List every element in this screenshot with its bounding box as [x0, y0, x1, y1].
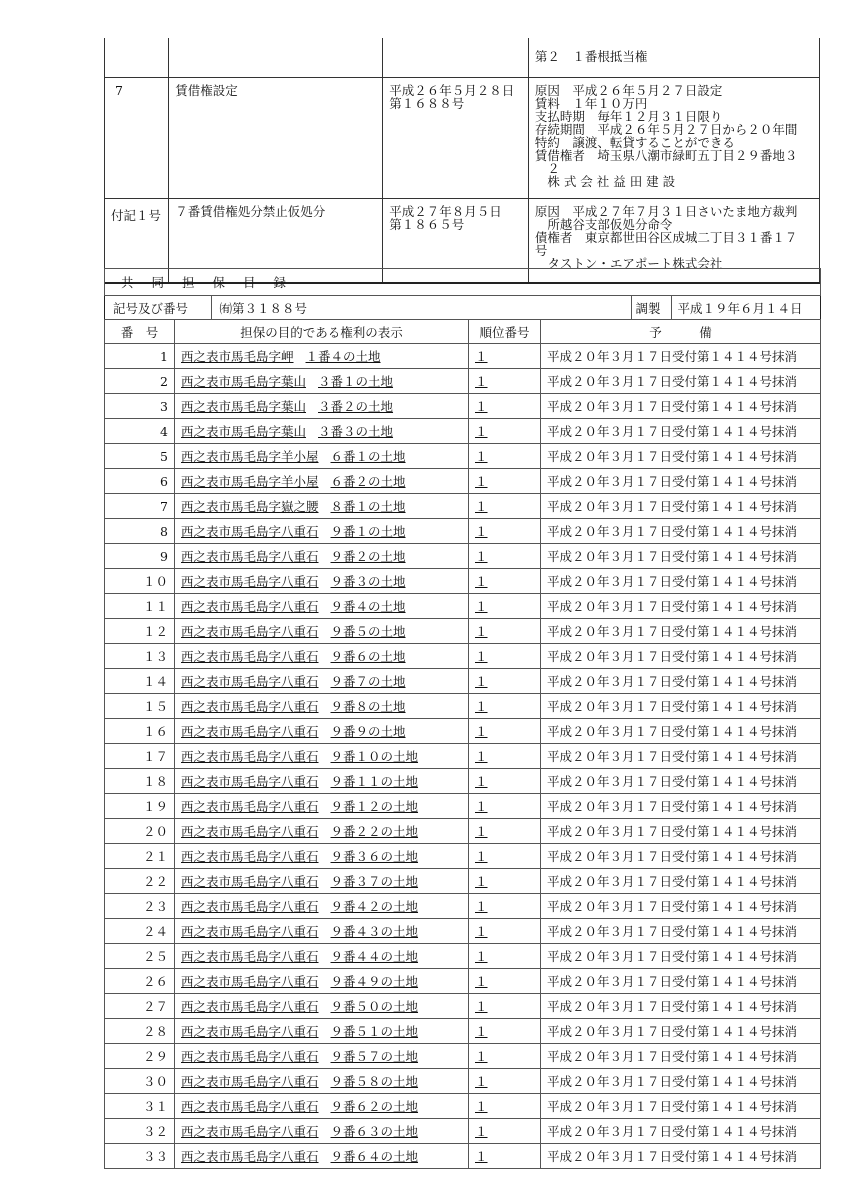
property-description: [175, 919, 469, 944]
prepared-label: 調製: [631, 296, 671, 319]
remarks: 平成２０年３月１７日受付第１４１４号抹消: [541, 344, 821, 369]
remarks: 平成２０年３月１７日受付第１４１４号抹消: [541, 794, 821, 819]
catalog-row: [105, 719, 821, 744]
rights-row: [105, 38, 820, 78]
remarks: 平成２０年３月１７日受付第１４１４号抹消: [541, 369, 821, 394]
rank-number: [469, 894, 541, 919]
remarks: 平成２０年３月１７日受付第１４１４号抹消: [541, 1069, 821, 1094]
property-lot: ９番１の土地: [330, 524, 406, 539]
property-place: 西之表市馬毛島字八重石: [181, 749, 319, 764]
catalog-row: [105, 894, 821, 919]
rank-value: １: [475, 1124, 488, 1139]
property-place: 西之表市馬毛島字岬: [181, 349, 294, 364]
property-place: 西之表市馬毛島字葉山: [181, 374, 307, 389]
rank-number: [469, 669, 541, 694]
catalog-body: [105, 269, 821, 1169]
property-lot: ９番６２の土地: [330, 1099, 419, 1114]
property-description: [175, 794, 469, 819]
rank-number: [469, 394, 541, 419]
catalog-title: 共同担保目録: [105, 269, 821, 296]
property-place: 西之表市馬毛島字八重石: [181, 949, 319, 964]
rank-number: [469, 994, 541, 1019]
row-number: １８: [105, 769, 175, 794]
property-description: [175, 1119, 469, 1144]
remarks: 平成２０年３月１７日受付第１４１４号抹消: [541, 919, 821, 944]
rights-cell-c3: 平成２７年８月５日 第１８６５号: [383, 199, 529, 284]
property-place: 西之表市馬毛島字八重石: [181, 574, 319, 589]
rank-number: [469, 769, 541, 794]
remarks: 平成２０年３月１７日受付第１４１４号抹消: [541, 719, 821, 744]
remarks: 平成２０年３月１７日受付第１４１４号抹消: [541, 619, 821, 644]
catalog-row: [105, 469, 821, 494]
rank-number: [469, 494, 541, 519]
remarks: 平成２０年３月１７日受付第１４１４号抹消: [541, 594, 821, 619]
row-number: 1: [105, 344, 175, 369]
rank-value: １: [475, 499, 488, 514]
row-number: 2: [105, 369, 175, 394]
rank-number: [469, 544, 541, 569]
property-lot: ３番１の土地: [318, 374, 394, 389]
row-number: ３１: [105, 1094, 175, 1119]
row-number: 6: [105, 469, 175, 494]
property-place: 西之表市馬毛島字八重石: [181, 799, 319, 814]
property-lot: ９番４２の土地: [330, 899, 419, 914]
row-number: ２６: [105, 969, 175, 994]
property-place: 西之表市馬毛島字嶽之腰: [181, 499, 319, 514]
property-lot: ９番４９の土地: [330, 974, 419, 989]
property-lot: ９番４４の土地: [330, 949, 419, 964]
rights-row: [105, 78, 820, 199]
rank-value: １: [475, 899, 488, 914]
property-description: [175, 619, 469, 644]
catalog-row: [105, 769, 821, 794]
property-place: 西之表市馬毛島字八重石: [181, 774, 319, 789]
row-number: ２５: [105, 944, 175, 969]
rank-number: [469, 569, 541, 594]
rank-value: １: [475, 349, 488, 364]
property-description: [175, 594, 469, 619]
rank-number: [469, 694, 541, 719]
property-description: [175, 894, 469, 919]
row-number: １９: [105, 794, 175, 819]
remarks: 平成２０年３月１７日受付第１４１４号抹消: [541, 1019, 821, 1044]
property-lot: ９番２の土地: [330, 549, 406, 564]
property-description: [175, 444, 469, 469]
property-place: 西之表市馬毛島字羊小屋: [181, 449, 319, 464]
row-number: １５: [105, 694, 175, 719]
header-rank: 順位番号: [469, 320, 541, 344]
rank-value: １: [475, 799, 488, 814]
catalog-row: [105, 644, 821, 669]
rank-value: １: [475, 399, 488, 414]
property-description: [175, 869, 469, 894]
catalog-row: [105, 869, 821, 894]
property-lot: ９番３７の土地: [330, 874, 419, 889]
property-place: 西之表市馬毛島字八重石: [181, 974, 319, 989]
header-property: 担保の目的である権利の表示: [175, 320, 469, 344]
catalog-row: [105, 1044, 821, 1069]
property-place: 西之表市馬毛島字八重石: [181, 1124, 319, 1139]
property-lot: ９番６３の土地: [330, 1124, 419, 1139]
header-remarks: 予 備: [541, 320, 821, 344]
rank-number: [469, 819, 541, 844]
rights-cell-c1: 付記１号: [105, 199, 169, 284]
row-number: １４: [105, 669, 175, 694]
rank-value: １: [475, 574, 488, 589]
property-description: [175, 544, 469, 569]
row-number: ２１: [105, 844, 175, 869]
catalog-row: [105, 544, 821, 569]
remarks: 平成２０年３月１７日受付第１４１４号抹消: [541, 544, 821, 569]
property-description: [175, 744, 469, 769]
row-number: ２３: [105, 894, 175, 919]
rank-value: １: [475, 774, 488, 789]
catalog-row: [105, 594, 821, 619]
rank-number: [469, 1144, 541, 1169]
rights-cell-c4: 原因 平成２７年７月３１日さいたま地方裁判 所越谷支部仮処分命令 債権者 東京都世田谷区成城二丁目３１番１７ 号 タストン・エアポート株式会社: [528, 199, 819, 284]
rank-number: [469, 369, 541, 394]
property-lot: ９番５０の土地: [330, 999, 419, 1014]
catalog-row: [105, 394, 821, 419]
property-lot: ９番４３の土地: [330, 924, 419, 939]
catalog-row: [105, 819, 821, 844]
catalog-row: [105, 669, 821, 694]
rank-number: [469, 869, 541, 894]
property-lot: ９番５１の土地: [330, 1024, 419, 1039]
rank-value: １: [475, 524, 488, 539]
remarks: 平成２０年３月１７日受付第１４１４号抹消: [541, 869, 821, 894]
catalog-row: [105, 1119, 821, 1144]
catalog-row: [105, 1069, 821, 1094]
row-number: ２２: [105, 869, 175, 894]
catalog-row: [105, 794, 821, 819]
catalog-row: [105, 444, 821, 469]
rank-value: １: [475, 1074, 488, 1089]
rank-value: １: [475, 1149, 488, 1164]
header-number: 番 号: [105, 320, 175, 344]
rank-number: [469, 1019, 541, 1044]
property-lot: ６番２の土地: [330, 474, 406, 489]
remarks: 平成２０年３月１７日受付第１４１４号抹消: [541, 444, 821, 469]
property-lot: ９番２２の土地: [330, 824, 419, 839]
catalog-row: [105, 844, 821, 869]
remarks: 平成２０年３月１７日受付第１４１４号抹消: [541, 519, 821, 544]
property-place: 西之表市馬毛島字八重石: [181, 674, 319, 689]
property-place: 西之表市馬毛島字八重石: [181, 874, 319, 889]
rank-value: １: [475, 649, 488, 664]
row-number: １７: [105, 744, 175, 769]
property-lot: ９番３６の土地: [330, 849, 419, 864]
remarks: 平成２０年３月１７日受付第１４１４号抹消: [541, 694, 821, 719]
catalog-meta-row: [105, 296, 821, 320]
remarks: 平成２０年３月１７日受付第１４１４号抹消: [541, 969, 821, 994]
property-place: 西之表市馬毛島字八重石: [181, 924, 319, 939]
rank-number: [469, 744, 541, 769]
property-description: [175, 769, 469, 794]
remarks: 平成２０年３月１７日受付第１４１４号抹消: [541, 469, 821, 494]
remarks: 平成２０年３月１７日受付第１４１４号抹消: [541, 1094, 821, 1119]
property-lot: ９番１２の土地: [330, 799, 419, 814]
rights-table-body: [105, 38, 820, 283]
rank-value: １: [475, 474, 488, 489]
property-place: 西之表市馬毛島字八重石: [181, 724, 319, 739]
property-lot: ９番４の土地: [330, 599, 406, 614]
rights-cell-c3: 平成２６年５月２８日 第１６８８号: [383, 78, 529, 199]
catalog-row: [105, 619, 821, 644]
rank-number: [469, 344, 541, 369]
rank-value: １: [475, 449, 488, 464]
property-lot: ９番７の土地: [330, 674, 406, 689]
property-lot: ９番５８の土地: [330, 1074, 419, 1089]
rank-value: １: [475, 374, 488, 389]
catalog-row: [105, 419, 821, 444]
rights-cell-c2: [169, 38, 383, 78]
row-number: ２７: [105, 994, 175, 1019]
property-place: 西之表市馬毛島字葉山: [181, 424, 307, 439]
remarks: 平成２０年３月１７日受付第１４１４号抹消: [541, 744, 821, 769]
remarks: 平成２０年３月１７日受付第１４１４号抹消: [541, 1044, 821, 1069]
rank-value: １: [475, 1024, 488, 1039]
property-description: [175, 694, 469, 719]
property-lot: ９番５７の土地: [330, 1049, 419, 1064]
property-description: [175, 644, 469, 669]
property-lot: ３番２の土地: [318, 399, 394, 414]
rank-value: １: [475, 1049, 488, 1064]
property-lot: ９番１０の土地: [330, 749, 419, 764]
property-description: [175, 369, 469, 394]
rank-value: １: [475, 974, 488, 989]
symbol-label: 記号及び番号: [105, 296, 211, 319]
catalog-title-row: [105, 269, 821, 296]
property-lot: ９番８の土地: [330, 699, 406, 714]
property-place: 西之表市馬毛島字羊小屋: [181, 474, 319, 489]
remarks: 平成２０年３月１７日受付第１４１４号抹消: [541, 769, 821, 794]
row-number: 5: [105, 444, 175, 469]
property-place: 西之表市馬毛島字八重石: [181, 1074, 319, 1089]
rank-number: [469, 1119, 541, 1144]
row-number: １０: [105, 569, 175, 594]
property-lot: ８番１の土地: [330, 499, 406, 514]
property-lot: ９番６の土地: [330, 649, 406, 664]
remarks: 平成２０年３月１７日受付第１４１４号抹消: [541, 1119, 821, 1144]
property-description: [175, 719, 469, 744]
rank-number: [469, 444, 541, 469]
row-number: １６: [105, 719, 175, 744]
remarks: 平成２０年３月１７日受付第１４１４号抹消: [541, 394, 821, 419]
catalog-row: [105, 569, 821, 594]
property-lot: ９番９の土地: [330, 724, 406, 739]
rights-cell-c4: 原因 平成２６年５月２７日設定 賃料 １年１０万円 支払時期 毎年１２月３１日限り 存続期間 平成２６年５月２７日から２０年間 特約 譲渡、転貸することができる 賃借権者 埼玉県八潮市緑町五丁目２９番地３ ２ 株 式 会 社 益 田 建 設: [528, 78, 819, 199]
property-place: 西之表市馬毛島字八重石: [181, 624, 319, 639]
rank-number: [469, 1044, 541, 1069]
property-place: 西之表市馬毛島字八重石: [181, 1099, 319, 1114]
property-description: [175, 394, 469, 419]
property-lot: ９番３の土地: [330, 574, 406, 589]
property-place: 西之表市馬毛島字八重石: [181, 824, 319, 839]
joint-collateral-catalog: [104, 268, 821, 1169]
property-lot: ９番６４の土地: [330, 1149, 419, 1164]
rank-number: [469, 919, 541, 944]
property-description: [175, 944, 469, 969]
row-number: ３２: [105, 1119, 175, 1144]
rank-value: １: [475, 824, 488, 839]
catalog-row: [105, 344, 821, 369]
property-description: [175, 569, 469, 594]
remarks: 平成２０年３月１７日受付第１４１４号抹消: [541, 894, 821, 919]
property-description: [175, 994, 469, 1019]
catalog-header-row: [105, 320, 821, 344]
property-description: [175, 1044, 469, 1069]
property-description: [175, 519, 469, 544]
property-description: [175, 1069, 469, 1094]
catalog-row: [105, 969, 821, 994]
remarks: 平成２０年３月１７日受付第１４１４号抹消: [541, 644, 821, 669]
property-description: [175, 969, 469, 994]
catalog-row: [105, 1019, 821, 1044]
property-place: 西之表市馬毛島字八重石: [181, 549, 319, 564]
property-place: 西之表市馬毛島字八重石: [181, 524, 319, 539]
catalog-row: [105, 744, 821, 769]
property-place: 西之表市馬毛島字八重石: [181, 599, 319, 614]
catalog-row: [105, 1144, 821, 1169]
rights-cell-c1: [105, 38, 169, 78]
property-description: [175, 1019, 469, 1044]
property-description: [175, 1094, 469, 1119]
catalog-row: [105, 369, 821, 394]
catalog-row: [105, 994, 821, 1019]
row-number: ２４: [105, 919, 175, 944]
row-number: ３３: [105, 1144, 175, 1169]
row-number: 3: [105, 394, 175, 419]
row-number: 4: [105, 419, 175, 444]
property-description: [175, 819, 469, 844]
row-number: ３０: [105, 1069, 175, 1094]
row-number: ２８: [105, 1019, 175, 1044]
rights-table: [104, 38, 820, 284]
catalog-meta: [105, 296, 820, 319]
property-lot: ３番３の土地: [318, 424, 394, 439]
catalog-row: [105, 519, 821, 544]
rank-value: １: [475, 924, 488, 939]
property-description: [175, 344, 469, 369]
rank-number: [469, 844, 541, 869]
row-number: １３: [105, 644, 175, 669]
rank-number: [469, 719, 541, 744]
rank-number: [469, 944, 541, 969]
rights-cell-c3: [383, 38, 529, 78]
rank-number: [469, 794, 541, 819]
remarks: 平成２０年３月１７日受付第１４１４号抹消: [541, 569, 821, 594]
property-place: 西之表市馬毛島字八重石: [181, 1049, 319, 1064]
property-lot: １番４の土地: [305, 349, 381, 364]
rank-number: [469, 519, 541, 544]
rank-value: １: [475, 949, 488, 964]
rank-value: １: [475, 1099, 488, 1114]
property-place: 西之表市馬毛島字八重石: [181, 999, 319, 1014]
rank-value: １: [475, 549, 488, 564]
row-number: ２９: [105, 1044, 175, 1069]
catalog-row: [105, 1094, 821, 1119]
remarks: 平成２０年３月１７日受付第１４１４号抹消: [541, 419, 821, 444]
rank-number: [469, 969, 541, 994]
remarks: 平成２０年３月１７日受付第１４１４号抹消: [541, 994, 821, 1019]
catalog-row: [105, 494, 821, 519]
property-place: 西之表市馬毛島字葉山: [181, 399, 307, 414]
row-number: 8: [105, 519, 175, 544]
rank-number: [469, 619, 541, 644]
row-number: １１: [105, 594, 175, 619]
row-number: ２０: [105, 819, 175, 844]
rank-value: １: [475, 699, 488, 714]
symbol-value: ㈲第３１８８号: [211, 296, 631, 319]
rank-value: １: [475, 674, 488, 689]
property-description: [175, 844, 469, 869]
property-lot: ９番５の土地: [330, 624, 406, 639]
rank-number: [469, 644, 541, 669]
rights-cell-c2: ７番賃借権処分禁止仮処分: [169, 199, 383, 284]
rank-number: [469, 594, 541, 619]
property-place: 西之表市馬毛島字八重石: [181, 699, 319, 714]
row-number: 9: [105, 544, 175, 569]
rank-value: １: [475, 624, 488, 639]
rank-number: [469, 1069, 541, 1094]
property-place: 西之表市馬毛島字八重石: [181, 1024, 319, 1039]
property-place: 西之表市馬毛島字八重石: [181, 899, 319, 914]
property-description: [175, 419, 469, 444]
property-place: 西之表市馬毛島字八重石: [181, 849, 319, 864]
remarks: 平成２０年３月１７日受付第１４１４号抹消: [541, 1144, 821, 1169]
row-number: 7: [105, 494, 175, 519]
remarks: 平成２０年３月１７日受付第１４１４号抹消: [541, 844, 821, 869]
prepared-value: 平成１９年６月１４日: [677, 300, 803, 316]
row-number: １２: [105, 619, 175, 644]
property-lot: ９番１１の土地: [330, 774, 419, 789]
property-place: 西之表市馬毛島字八重石: [181, 1149, 319, 1164]
property-description: [175, 494, 469, 519]
property-lot: ６番１の土地: [330, 449, 406, 464]
catalog-row: [105, 919, 821, 944]
remarks: 平成２０年３月１７日受付第１４１４号抹消: [541, 669, 821, 694]
rank-value: １: [475, 599, 488, 614]
property-description: [175, 669, 469, 694]
rank-value: １: [475, 874, 488, 889]
rank-number: [469, 469, 541, 494]
remarks: 平成２０年３月１７日受付第１４１４号抹消: [541, 819, 821, 844]
rank-value: １: [475, 749, 488, 764]
rank-value: １: [475, 999, 488, 1014]
property-description: [175, 469, 469, 494]
remarks: 平成２０年３月１７日受付第１４１４号抹消: [541, 944, 821, 969]
rights-cell-c1: 7: [105, 78, 169, 199]
rank-value: １: [475, 424, 488, 439]
rank-value: １: [475, 724, 488, 739]
rank-number: [469, 419, 541, 444]
rights-cell-c2: 賃借権設定: [169, 78, 383, 199]
catalog-row: [105, 944, 821, 969]
property-description: [175, 1144, 469, 1169]
rank-number: [469, 1094, 541, 1119]
remarks: 平成２０年３月１７日受付第１４１４号抹消: [541, 494, 821, 519]
rank-value: １: [475, 849, 488, 864]
catalog-row: [105, 694, 821, 719]
rights-cell-c4: 第２ １番根抵当権: [528, 38, 819, 78]
property-place: 西之表市馬毛島字八重石: [181, 649, 319, 664]
